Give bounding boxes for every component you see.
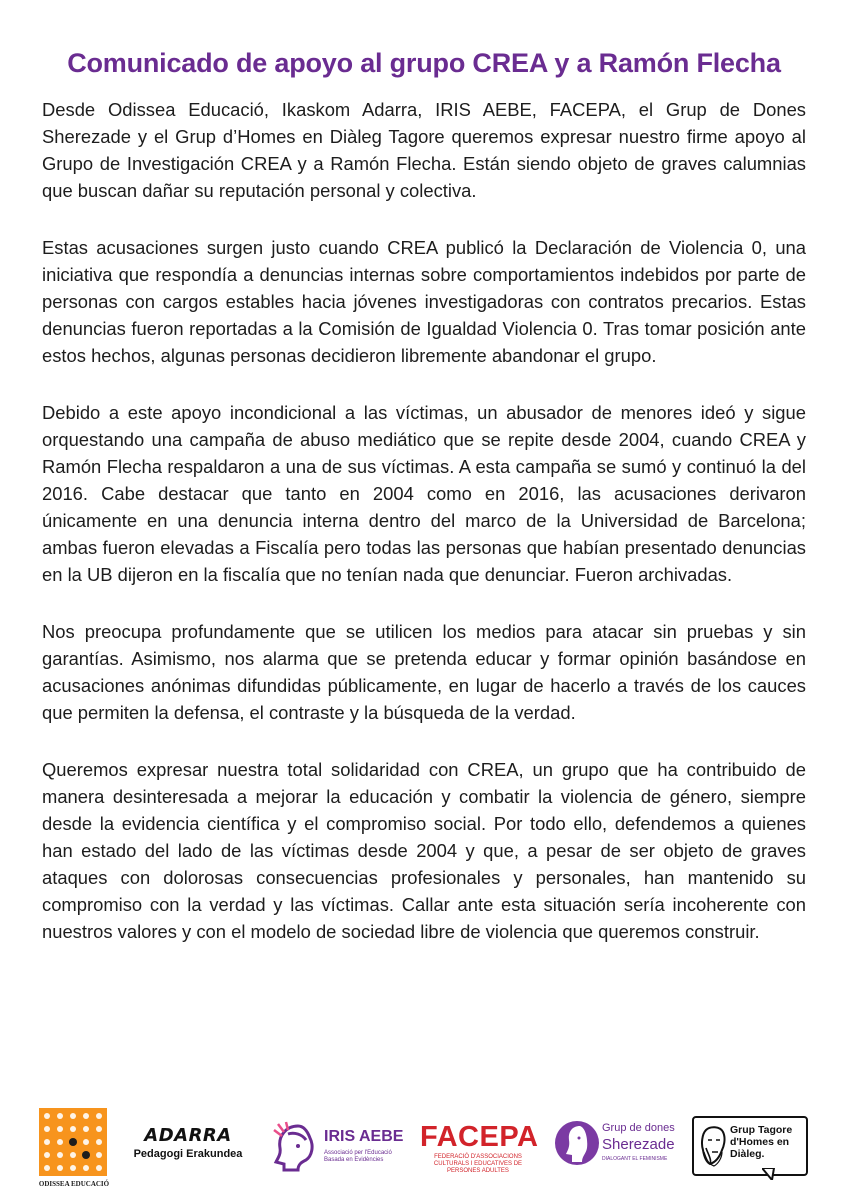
adarra-name: ADARRA — [144, 1125, 232, 1146]
sherezade-tagline: DIALOGANT EL FEMINISME — [602, 1156, 668, 1162]
iris-subtitle: Associació per l'Educació Basada en Evidències — [324, 1150, 392, 1163]
woman-profile-icon — [268, 1120, 320, 1174]
tagore-name: Grup Tagore d'Homes en Diàleg. — [730, 1124, 793, 1160]
adarra-subtitle: Pedagogi Erakundea — [133, 1148, 243, 1160]
bubble-tail-icon — [762, 1168, 782, 1180]
signatory-logos — [0, 1100, 848, 1200]
sherezade-logo — [554, 1118, 674, 1178]
paragraph-1: Desde Odissea Educació, Ikaskom Adarra, IRIS AEBE, FACEPA, el Grup de Dones Sherezade y el Grup d’Homes en Diàleg Tagore queremos expresar nuestro firme apoyo al Grupo de Investigación CREA y a Ramón Flecha. Están siendo objeto de graves calumnias que buscan dañar su reputación personal y colectiva. — [42, 99, 806, 201]
facepa-subtitle: FEDERACIÓ D'ASSOCIACIONS CULTURALS I EDUCATIVES DE PERSONES ADULTES — [433, 1154, 523, 1174]
facepa-logo — [420, 1121, 539, 1182]
paragraph-2: Estas acusaciones surgen justo cuando CREA publicó la Declaración de Violencia 0, una iniciativa que respondía a denuncias internas sobre comportamientos indebidos por parte de personas con cargos estables hacia jóvenes investigadoras con contratos precarios. Estas denuncias fueron reportadas a la Comisión de Igualdad Violencia 0. Tras tomar posición ante estos hechos, algunas personas decidieron libremente abandonar el grupo. — [42, 237, 806, 366]
page-title: Comunicado de apoyo al grupo CREA y a Ramón Flecha — [67, 48, 781, 79]
adarra-logo — [132, 1126, 244, 1166]
odissea-logo — [36, 1108, 112, 1192]
facepa-name: FACEPA — [420, 1121, 539, 1153]
odissea-label: ODISSEA EDUCACIÓ — [38, 1180, 110, 1188]
woman-silhouette-icon — [554, 1118, 600, 1168]
iris-name: IRIS AEBE — [324, 1128, 404, 1145]
dot-grid-icon — [39, 1108, 107, 1176]
sherezade-line1: Grup de dones — [602, 1122, 675, 1134]
statement-body — [42, 96, 806, 975]
sherezade-line2: Sherezade — [602, 1136, 675, 1153]
paragraph-3: Debido a este apoyo incondicional a las víctimas, un abusador de menores ideó y sigue orquestando una campaña de abuso mediático que se repite desde 2004, cuando CREA y Ramón Flecha respaldaron a una de sus víctimas. A esta campaña se sumó y continuó la del 2016. Cabe destacar que tanto en 2004 como en 2016, las acusaciones derivaron únicamente en una denuncia interna dentro del marco de la Universidad de Barcelona; ambas fueron elevadas a Fiscalía pero todas las personas que habían presentado denuncias en la UB dijeron en la fiscalía que no tenían nada que denunciar. Fueron archivadas. — [42, 402, 806, 585]
paragraph-4: Nos preocupa profundamente que se utilicen los medios para atacar sin pruebas y sin garantías. Asimismo, nos alarma que se pretenda educar y formar opinión basándose en acusaciones anónimas difundidas públicamente, en lugar de hacerlo a través de los cauces que permiten la defensa, el contraste y la búsqueda de la verdad. — [42, 621, 806, 723]
iris-logo — [268, 1120, 404, 1180]
tagore-portrait-icon — [698, 1124, 728, 1168]
paragraph-5: Queremos expresar nuestra total solidaridad con CREA, un grupo que ha contribuido de manera desinteresada a mejorar la educación y combatir la violencia de género, siempre desde la evidencia científica y el compromiso social. Por todo ello, defendemos a quienes han estado del lado de las víctimas desde 2004 y que, a pesar de ser objeto de graves ataques con dolorosas consecuencias profesionales y personales, han mantenido su compromiso con la verdad y las víctimas. Callar ante esta situación sería incoherente con nuestros valores y con el modelo de sociedad libre de violencia que queremos construir. — [42, 759, 806, 942]
tagore-logo — [692, 1116, 810, 1180]
speech-bubble — [692, 1116, 808, 1176]
